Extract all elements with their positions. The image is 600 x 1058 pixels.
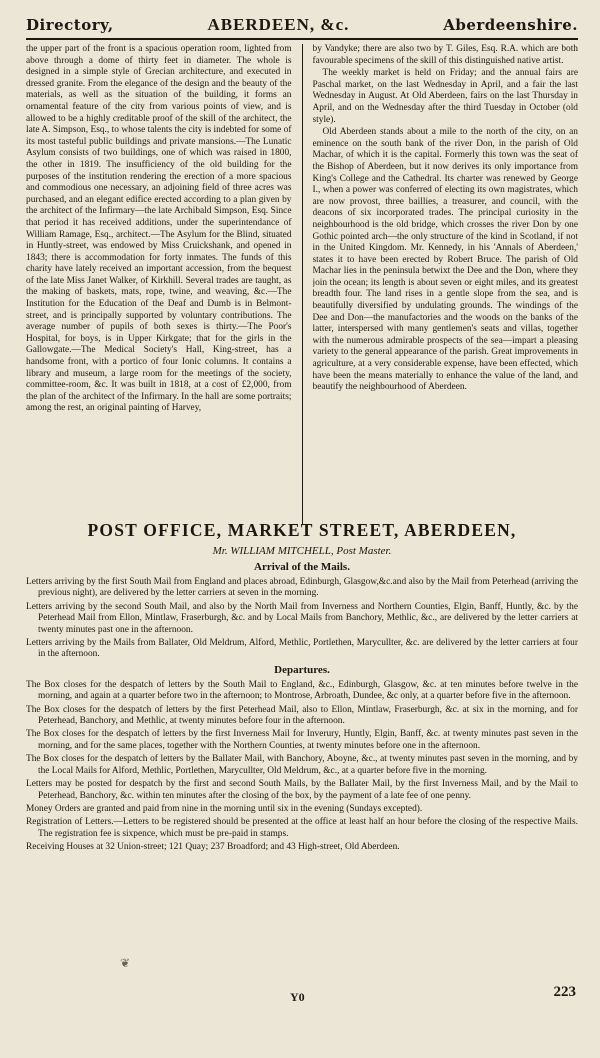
registration-entry: Registration of Letters.—Letters to be registered should be presented at the office at least half an hour before the closing of the respective Mails. The registration fee is sixpence, which must be pre-paid in stamps. (26, 817, 578, 839)
column-divider (302, 44, 303, 524)
right-paragraph: by Vandyke; there are also two by T. Giles, Esq. R.A. which are both favourable specimens of the skill of this distinguished native artist. (312, 44, 578, 66)
departure-entry: The Box closes for the despatch of letters by the South Mail to England, &c., Edinburgh, Glasgow, &c. at ten minutes before twelve in the morning, and again at a quarter before two in the afternoon; to Montrose, Arbroath, Dundee, &c only, at a quarter before five in the afternoon. (26, 679, 578, 702)
arrival-entry: Letters arriving by the Mails from Ballater, Old Meldrum, Alford, Methlic, Portlethen, Marycullter, &c. are delivered by the letter carriers at four in the afternoon. (26, 638, 578, 660)
signature-mark: Y0 (290, 990, 305, 1004)
arrival-heading: Arrival of the Mails. (254, 561, 350, 573)
left-column (26, 44, 292, 524)
departure-list (26, 680, 578, 854)
departure-entry: The Box closes for the despatch of letters by the first Peterhead Mail, also to Ellon, Mintlaw, Fraserburgh, &c. at six in the morning, and for Peterhead, Banchory, and Methlic, at twenty minutes before four in the afternoon. (26, 704, 578, 727)
header-center: ABERDEEN, &c. (207, 15, 350, 34)
post-office-title: POST OFFICE, MARKET STREET, ABERDEEN, (87, 520, 517, 540)
departure-entry: The Box closes for the despatch of letters by the Ballater Mail, with Banchory, Aboyne, &c., at twenty minutes past seven in the morning, and by the Local Mails for Alford, Methlic, Portlethen, Marycullter, Old Meldrum, &c., at a quarter before five in the morning. (26, 754, 578, 776)
two-column-text (26, 44, 578, 524)
printer-ornament-icon: ❦ (120, 956, 131, 970)
arrival-list (26, 577, 578, 661)
right-paragraph: The weekly market is held on Friday; and the annual fairs are Paschal market, on the last Wednesday in April, and a fair the last Wednesday in August. At Old Aberdeen, fairs on the last Thursday in April, and on the Wednesday after the third Tuesday in October (old style). (312, 68, 578, 125)
header-left: Directory, (26, 16, 114, 34)
header-right: Aberdeenshire. (443, 16, 578, 34)
running-header (26, 12, 578, 40)
money-orders-entry: Money Orders are granted and paid from nine in the morning until six in the evening (Sundays excepted). (26, 803, 423, 814)
receiving-houses-entry: Receiving Houses at 32 Union-street; 121 Quay; 237 Broadford; and 43 High-street, Old Aberdeen. (26, 842, 400, 853)
departure-heading: Departures. (274, 663, 330, 676)
departure-entry: Letters may be posted for despatch by the first and second South Mails, by the Ballater Mail, by the first Inverness Mail, and by the Mail to Peterhead, Banchory, &c. within ten minutes after the closing of the box, by the payment of a late fee of one penny. (26, 779, 578, 801)
departure-entry: The Box closes for the despatch of letters by the first Inverness Mail for Inverury, Huntly, Elgin, Banff, &c. at twenty minutes past seven in the morning, and for the same places, together with the Northern Counties, at twenty minutes before one in the afternoon. (26, 729, 578, 751)
postmaster-line: Mr. WILLIAM MITCHELL, Post Master. (212, 545, 392, 557)
left-paragraph: the upper part of the front is a spacious operation room, lighted from above through a dome of thirty feet in diameter. The whole is designed in a simple style of Grecian architecture, and executed in dressed granite. From the elegance of the design and the beauty of the materials, as well as the situation of the building, it forms an ornamental feature of the city from various points of view, and is allowed to be a highly creditable proof of the skill of the architect, the late A. Simpson, Esq., to whose talents the city is indebted for some of its most tasteful public buildings and private mansions.—The Lunatic Asylum consists of two buildings, one of which was raised in 1800, the other in 1819. The insufficiency of the old building for the purposes of the institution rendering the erection of a more spacious and commodious one necessary, an adjoining field of three acres was purchased, and an elegant edifice erected according to a plan given by the architect of the Infirmary—the late Archibald Simpson, Esq. Since that period it has received additions, under the superintendance of William Ramage, Esq., architect.—The Asylum for the Blind, situated in Huntly-street, was endowed by Miss Cruickshank, and opened in 1843; there is accommodation for forty inmates. The funds of this charity have lately received an important accession, from the bequest of the late Miss Janet Walker, of Kirkhill. Several trades are taught, as the making of baskets, mats, rope, twine, and weaving, &c.—The Institution for the Education of the Deaf and Dumb is in Belmont-street, and is principally supported by voluntary contributions. The average number of pupils of both sexes is thirty.—The Poor's Hospital, for boys, is in Upper Kirkgate; that for the girls in the Gallowgate.—The Medical Society's Hall, King-street, has a handsome front, with a portico of four Ionic columns. It contains a library and museum, a large room for the meetings of the society, committee-room, &c. It was built in 1818, at a cost of £2,000, from the plan of the architect of the Infirmary. In the hall are some portraits; among the rest, an original painting of Harvey, (26, 44, 292, 414)
arrival-entry: Letters arriving by the second South Mail, and also by the North Mail from Inverness and Northern Counties, Elgin, Banff, Huntly, &c. by the Peterhead Mail from Ellon, Mintlaw, Fraserburgh, &c. and by Local Mails from Banchory, Methlic, &c., are delivered by the letter carriers at twenty minutes past one in the afternoon. (26, 601, 578, 635)
right-paragraph: Old Aberdeen stands about a mile to the north of the city, on an eminence on the south bank of the river Don, in the parish of Old Machar, of which it is the capital. Formerly this town was the seat of the Bishop of Aberdeen, but it now derives its only importance from King's College and the Cathedral. Its charter was renewed by George I., when a power was conferred of electing its own magistrates, which are now provost, three baillies, a treasurer, and council, with the deacons of six incorporated trades. The principal curiosity in the neighbourhood is the old bridge, which crosses the river Don by one Gothic pointed arch—the only structure of the kind in Scotland, if not in the United Kingdom. Mr. Kennedy, in his 'Annals of Aberdeen,' states it to have been erected by Robert Bruce. The parish of Old Machar lies in the peninsula betwixt the Dee and the Don, where they join the ocean; its length is about seven or eight miles, and its greatest breadth four. The land rises in a gentle slope from the sea, and is beautifully diversified by undulating grounds. The windings of the Dee and Don—the manufactories and the woods on the banks of the latter, interspersed with many gentlemen's seats and villas, together with the numerous admirable prospects of the sea—impart a pleasing variety to the general appearance of the parish. Great improvements in agriculture, at a very considerable expense, have been effected, which have been the means materially to enhance the value of the land, and beautify the neighbourhood of Aberdeen. (312, 127, 578, 393)
page-number: 223 (553, 984, 576, 1000)
arrival-entry: Letters arriving by the first South Mail from England and places abroad, Edinburgh, Glasgow,&c.and also by the Mail from Peterhead (arriving the previous night), are delivered by the letter carriers at seven in the morning. (26, 577, 578, 599)
post-office-section (26, 520, 578, 856)
right-column (313, 44, 579, 524)
